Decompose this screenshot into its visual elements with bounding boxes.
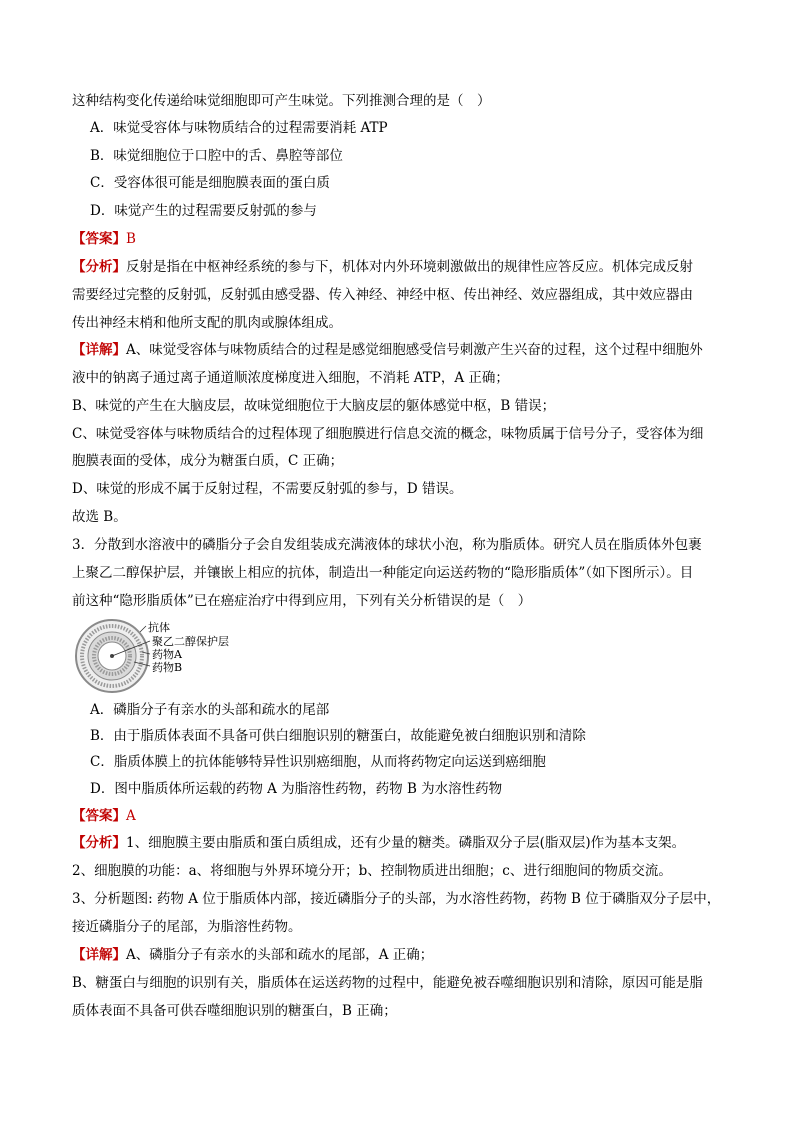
label-drug-a: 药物A xyxy=(152,648,182,661)
q2-analysis-line-3: 传出神经末梢和他所支配的肌肉或腺体组成。 xyxy=(72,315,342,331)
answer-tag: 【答案】 xyxy=(72,231,126,247)
q3-answer-line xyxy=(72,803,732,830)
question-2-stem: 这种结构变化传递给味觉细胞即可产生味觉。下列推测合理的是（ ） xyxy=(72,93,491,109)
q3-option-d: D．图中脂质体所运载的药物 A 为脂溶性药物，药物 B 为水溶性药物 xyxy=(90,781,503,797)
q3-option-c: C．脂质体膜上的抗体能够特异性识别癌细胞，从而将药物定向运送到癌细胞 xyxy=(90,754,546,770)
q2-option-d: D．味觉产生的过程需要反射弧的参与 xyxy=(90,203,317,219)
question-3-stem-line-3: 前这种“隐形脂质体”已在癌症治疗中得到应用，下列有关分析错误的是（ ） xyxy=(72,593,532,609)
analysis-tag: 【分析】 xyxy=(72,835,126,851)
q2-detail-line-5: 胞膜表面的受体，成分为糖蛋白质，C 正确； xyxy=(72,453,344,469)
q3-analysis-line-2: 2、细胞膜的功能：a、将细胞与外界环境分开；b、控制物质进出细胞；c、进行细胞间的物质交流。 xyxy=(72,863,672,879)
q2-option-c: C．受容体很可能是细胞膜表面的蛋白质 xyxy=(90,175,330,191)
q2-option-a: A．味觉受容体与味物质结合的过程需要消耗 ATP xyxy=(90,120,388,136)
q3-analysis-line-4: 接近磷脂分子的尾部，为脂溶性药物。 xyxy=(72,919,302,935)
q3-detail-line-1 xyxy=(72,942,732,969)
q2-answer-line xyxy=(72,226,732,253)
q2-detail-line-2: 液中的钠离子通过离子通道顺浓度梯度进入细胞，不消耗 ATP，A 正确； xyxy=(72,370,509,386)
detail-tag: 【详解】 xyxy=(72,947,126,963)
detail-tag: 【详解】 xyxy=(72,342,126,358)
q2-analysis-line-2: 需要经过完整的反射弧，反射弧由感受器、传入神经、神经中枢、传出神经、效应器组成，其中效应器由 xyxy=(72,287,693,303)
answer-value: B xyxy=(126,231,136,247)
label-peg-layer: 聚乙二醇保护层 xyxy=(152,635,229,648)
label-drug-b: 药物B xyxy=(152,661,183,674)
q3-option-b: B．由于脂质体表面不具备可供白细胞识别的糖蛋白，故能避免被白细胞识别和清除 xyxy=(90,728,586,744)
q2-option-b: B．味觉细胞位于口腔中的舌、鼻腔等部位 xyxy=(90,148,343,164)
q2-detail-line-3: B、味觉的产生在大脑皮层，故味觉细胞位于大脑皮层的躯体感觉中枢，B 错误； xyxy=(72,398,556,414)
liposome-diagram xyxy=(72,618,272,696)
q3-option-a: A．磷脂分子有亲水的头部和疏水的尾部 xyxy=(90,702,330,718)
q2-conclusion: 故选 B。 xyxy=(72,509,127,525)
q3-analysis-line-1 xyxy=(72,830,732,857)
question-3-stem-line-2: 上聚乙二醇保护层，并镶嵌上相应的抗体，制造出一种能定向运送药物的“隐形脂质体”（如下图所示）。目 xyxy=(72,565,694,581)
answer-tag: 【答案】 xyxy=(72,808,126,824)
analysis-text: 反射是指在中枢神经系统的参与下，机体对内外环境刺激做出的规律性应答反应。机体完成反射 xyxy=(126,259,693,275)
q2-detail-line-1 xyxy=(72,337,732,364)
answer-value: A xyxy=(126,808,136,824)
analysis-tag: 【分析】 xyxy=(72,259,126,275)
q3-analysis-line-3: 3、分析题图: 药物 A 位于脂质体内部，接近磷脂分子的头部，为水溶性药物，药物 B 位于磷脂双分子层中， xyxy=(72,891,721,907)
q3-detail-line-2: B、糖蛋白与细胞的识别有关，脂质体在运送药物的过程中，能避免被吞噬细胞识别和清除，原因可能是脂 xyxy=(72,975,703,991)
label-antibody: 抗体 xyxy=(148,621,170,634)
detail-text: A、味觉受容体与味物质结合的过程是感觉细胞感受信号刺激产生兴奋的过程，这个过程中细胞外 xyxy=(126,342,703,358)
q3-detail-line-3: 质体表面不具备可供吞噬细胞识别的糖蛋白，B 正确； xyxy=(72,1003,397,1019)
q2-detail-line-4: C、味觉受容体与味物质结合的过程体现了细胞膜进行信息交流的概念，味物质属于信号分子，受容体为细 xyxy=(72,426,704,442)
question-3-stem-line-1: 3．分散到水溶液中的磷脂分子会自发组装成充满液体的球状小泡，称为脂质体。研究人员在脂质体外包裹 xyxy=(72,537,702,553)
detail-text: A、磷脂分子有亲水的头部和疏水的尾部，A 正确； xyxy=(126,947,434,963)
q2-analysis-line-1 xyxy=(72,254,732,281)
q2-detail-line-6: D、味觉的形成不属于反射过程，不需要反射弧的参与，D 错误。 xyxy=(72,481,463,497)
analysis-text: 1、细胞膜主要由脂质和蛋白质组成，还有少量的糖类。磷脂双分子层(脂双层)作为基本支架。 xyxy=(126,835,686,851)
